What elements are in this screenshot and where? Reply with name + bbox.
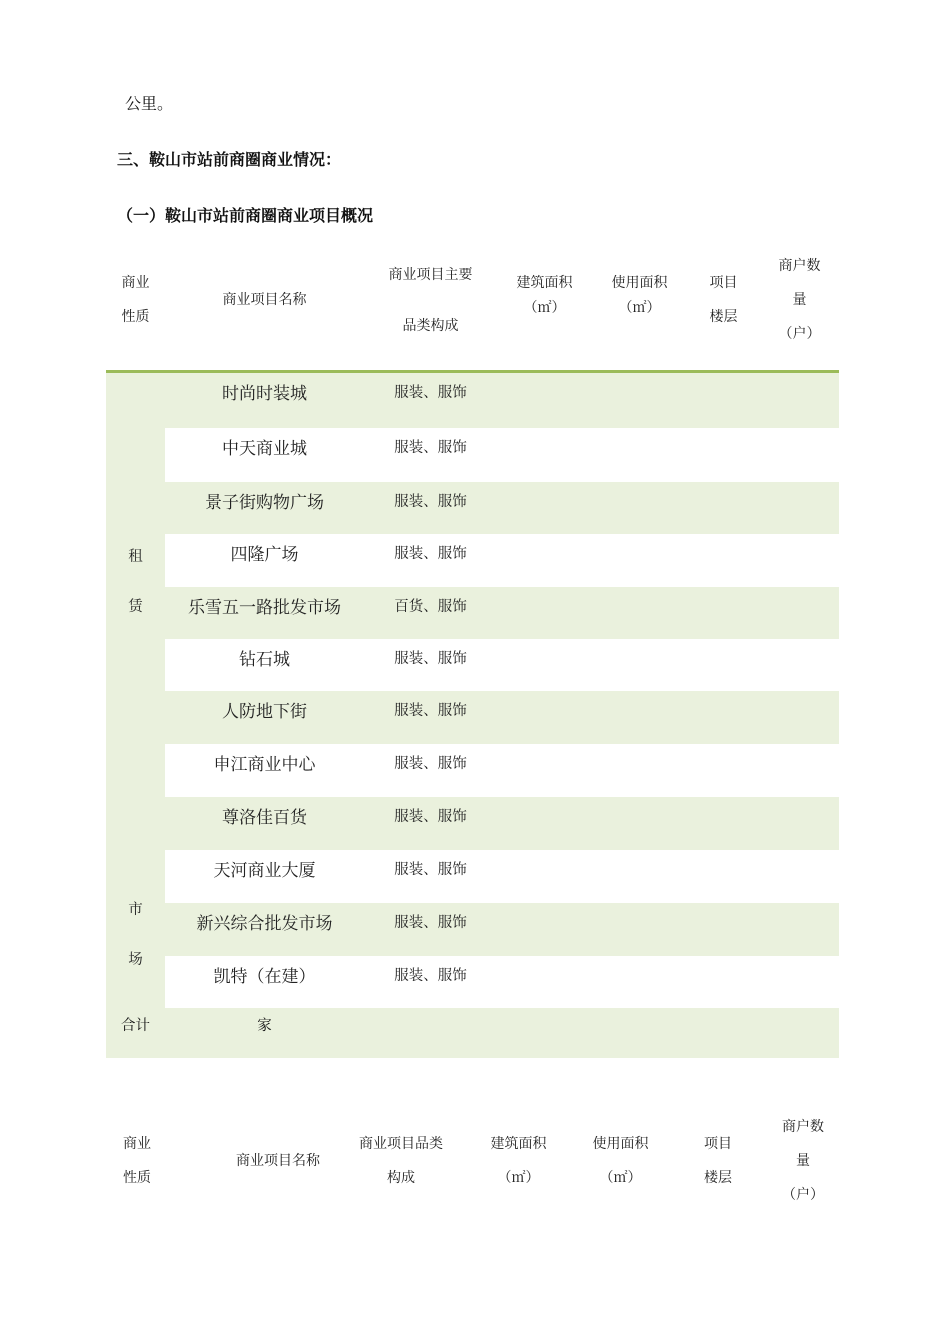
header2-category-line2: 构成 bbox=[387, 1170, 415, 1186]
header-nature-line1: 商业 bbox=[121, 275, 150, 291]
table-row bbox=[165, 587, 839, 639]
header2-category-line1: 商业项目品类 bbox=[359, 1136, 443, 1152]
header2-floors-line1: 项目 bbox=[704, 1136, 732, 1152]
table1-header bbox=[106, 255, 839, 365]
project-name: 凯特（在建） bbox=[213, 967, 316, 987]
header2-name: 商业项目名称 bbox=[236, 1153, 320, 1169]
project-category: 服装、服饰 bbox=[394, 494, 467, 510]
table-row bbox=[165, 373, 839, 428]
header-name: 商业项目名称 bbox=[222, 292, 307, 308]
project-category: 服装、服饰 bbox=[394, 440, 467, 456]
project-category: 服装、服饰 bbox=[394, 385, 467, 401]
project-name: 天河商业大厦 bbox=[213, 861, 316, 881]
header2-nature bbox=[106, 1136, 168, 1187]
header2-tenants-line1: 商户数 bbox=[782, 1119, 824, 1135]
project-name: 人防地下街 bbox=[222, 702, 307, 722]
header2-floors bbox=[681, 1136, 755, 1187]
table2-header bbox=[106, 1116, 839, 1216]
header-tenants bbox=[760, 258, 839, 343]
project-category: 服装、服饰 bbox=[394, 915, 467, 931]
header2-build-area-line1: 建筑面积 bbox=[490, 1136, 547, 1152]
header-use-area bbox=[592, 275, 687, 317]
table-row bbox=[165, 482, 839, 534]
header2-floors-line2: 楼层 bbox=[704, 1170, 732, 1186]
header2-use-area-line1: 使用面积 bbox=[592, 1136, 649, 1152]
project-category: 服装、服饰 bbox=[394, 546, 467, 562]
nature-char-4: 场 bbox=[128, 952, 143, 968]
nature-char-2: 赁 bbox=[128, 599, 143, 615]
header-build-area bbox=[497, 275, 592, 317]
total-label: 合计 bbox=[121, 1018, 150, 1034]
project-name: 中天商业城 bbox=[222, 439, 307, 459]
table-row bbox=[165, 691, 839, 744]
header2-nature-line2: 性质 bbox=[123, 1170, 151, 1186]
project-category: 服装、服饰 bbox=[394, 756, 467, 772]
project-name: 时尚时装城 bbox=[222, 384, 307, 404]
project-category: 百货、服饰 bbox=[394, 599, 467, 615]
project-name: 尊洛佳百货 bbox=[222, 808, 307, 828]
nature-char-1: 租 bbox=[128, 549, 143, 565]
header2-tenants-line2: 量 bbox=[796, 1153, 810, 1169]
nature-char-3: 市 bbox=[128, 902, 143, 918]
header-floors bbox=[687, 275, 760, 326]
header-category-line1: 商业项目主要 bbox=[388, 267, 473, 283]
header-build-area-unit: （㎡） bbox=[523, 300, 566, 316]
table-row bbox=[165, 428, 839, 482]
total-unit: 家 bbox=[257, 1018, 272, 1034]
header-floors-line2: 楼层 bbox=[709, 309, 738, 325]
header-nature-line2: 性质 bbox=[121, 309, 150, 325]
header2-nature-line1: 商业 bbox=[123, 1136, 151, 1152]
table-row bbox=[165, 903, 839, 956]
header-nature bbox=[106, 275, 165, 326]
project-name: 申江商业中心 bbox=[213, 755, 316, 775]
table-row bbox=[165, 850, 839, 903]
header-category-line2: 品类构成 bbox=[402, 318, 459, 334]
project-name: 钻石城 bbox=[239, 650, 290, 670]
header-tenants-line1: 商户数 bbox=[778, 258, 821, 274]
table-row bbox=[165, 534, 839, 587]
table-row bbox=[165, 797, 839, 850]
header-category bbox=[364, 267, 497, 335]
table-row bbox=[165, 956, 839, 1008]
header2-category bbox=[338, 1136, 464, 1187]
section-heading: 三、鞍山市站前商圈商业情况： bbox=[117, 150, 342, 169]
header-use-area-line1: 使用面积 bbox=[611, 275, 668, 291]
project-name: 四隆广场 bbox=[230, 545, 299, 565]
paragraph-tail: 公里。 bbox=[125, 94, 174, 113]
header2-build-area bbox=[471, 1136, 566, 1187]
header2-tenants-unit: （户） bbox=[782, 1187, 824, 1203]
header-use-area-unit: （㎡） bbox=[618, 300, 661, 316]
project-category: 服装、服饰 bbox=[394, 862, 467, 878]
header2-tenants bbox=[761, 1119, 845, 1204]
project-category: 服装、服饰 bbox=[394, 809, 467, 825]
project-name: 新兴综合批发市场 bbox=[196, 914, 333, 934]
header-tenants-line2: 量 bbox=[792, 292, 807, 308]
header2-use-area bbox=[573, 1136, 668, 1187]
table-row bbox=[165, 639, 839, 691]
table-row bbox=[165, 744, 839, 797]
project-category: 服装、服饰 bbox=[394, 968, 467, 984]
project-name: 乐雪五一路批发市场 bbox=[188, 598, 341, 618]
table1-body bbox=[106, 373, 839, 1058]
header2-use-area-unit: （㎡） bbox=[599, 1170, 642, 1186]
section-subheading: （一）鞍山市站前商圈商业项目概况 bbox=[117, 206, 374, 225]
header2-build-area-unit: （㎡） bbox=[497, 1170, 540, 1186]
total-row bbox=[106, 1008, 839, 1058]
project-name: 景子街购物广场 bbox=[205, 493, 324, 513]
header-tenants-unit: （户） bbox=[778, 326, 821, 342]
header-floors-line1: 项目 bbox=[709, 275, 738, 291]
project-category: 服装、服饰 bbox=[394, 703, 467, 719]
header-build-area-line1: 建筑面积 bbox=[516, 275, 573, 291]
project-category: 服装、服饰 bbox=[394, 651, 467, 667]
